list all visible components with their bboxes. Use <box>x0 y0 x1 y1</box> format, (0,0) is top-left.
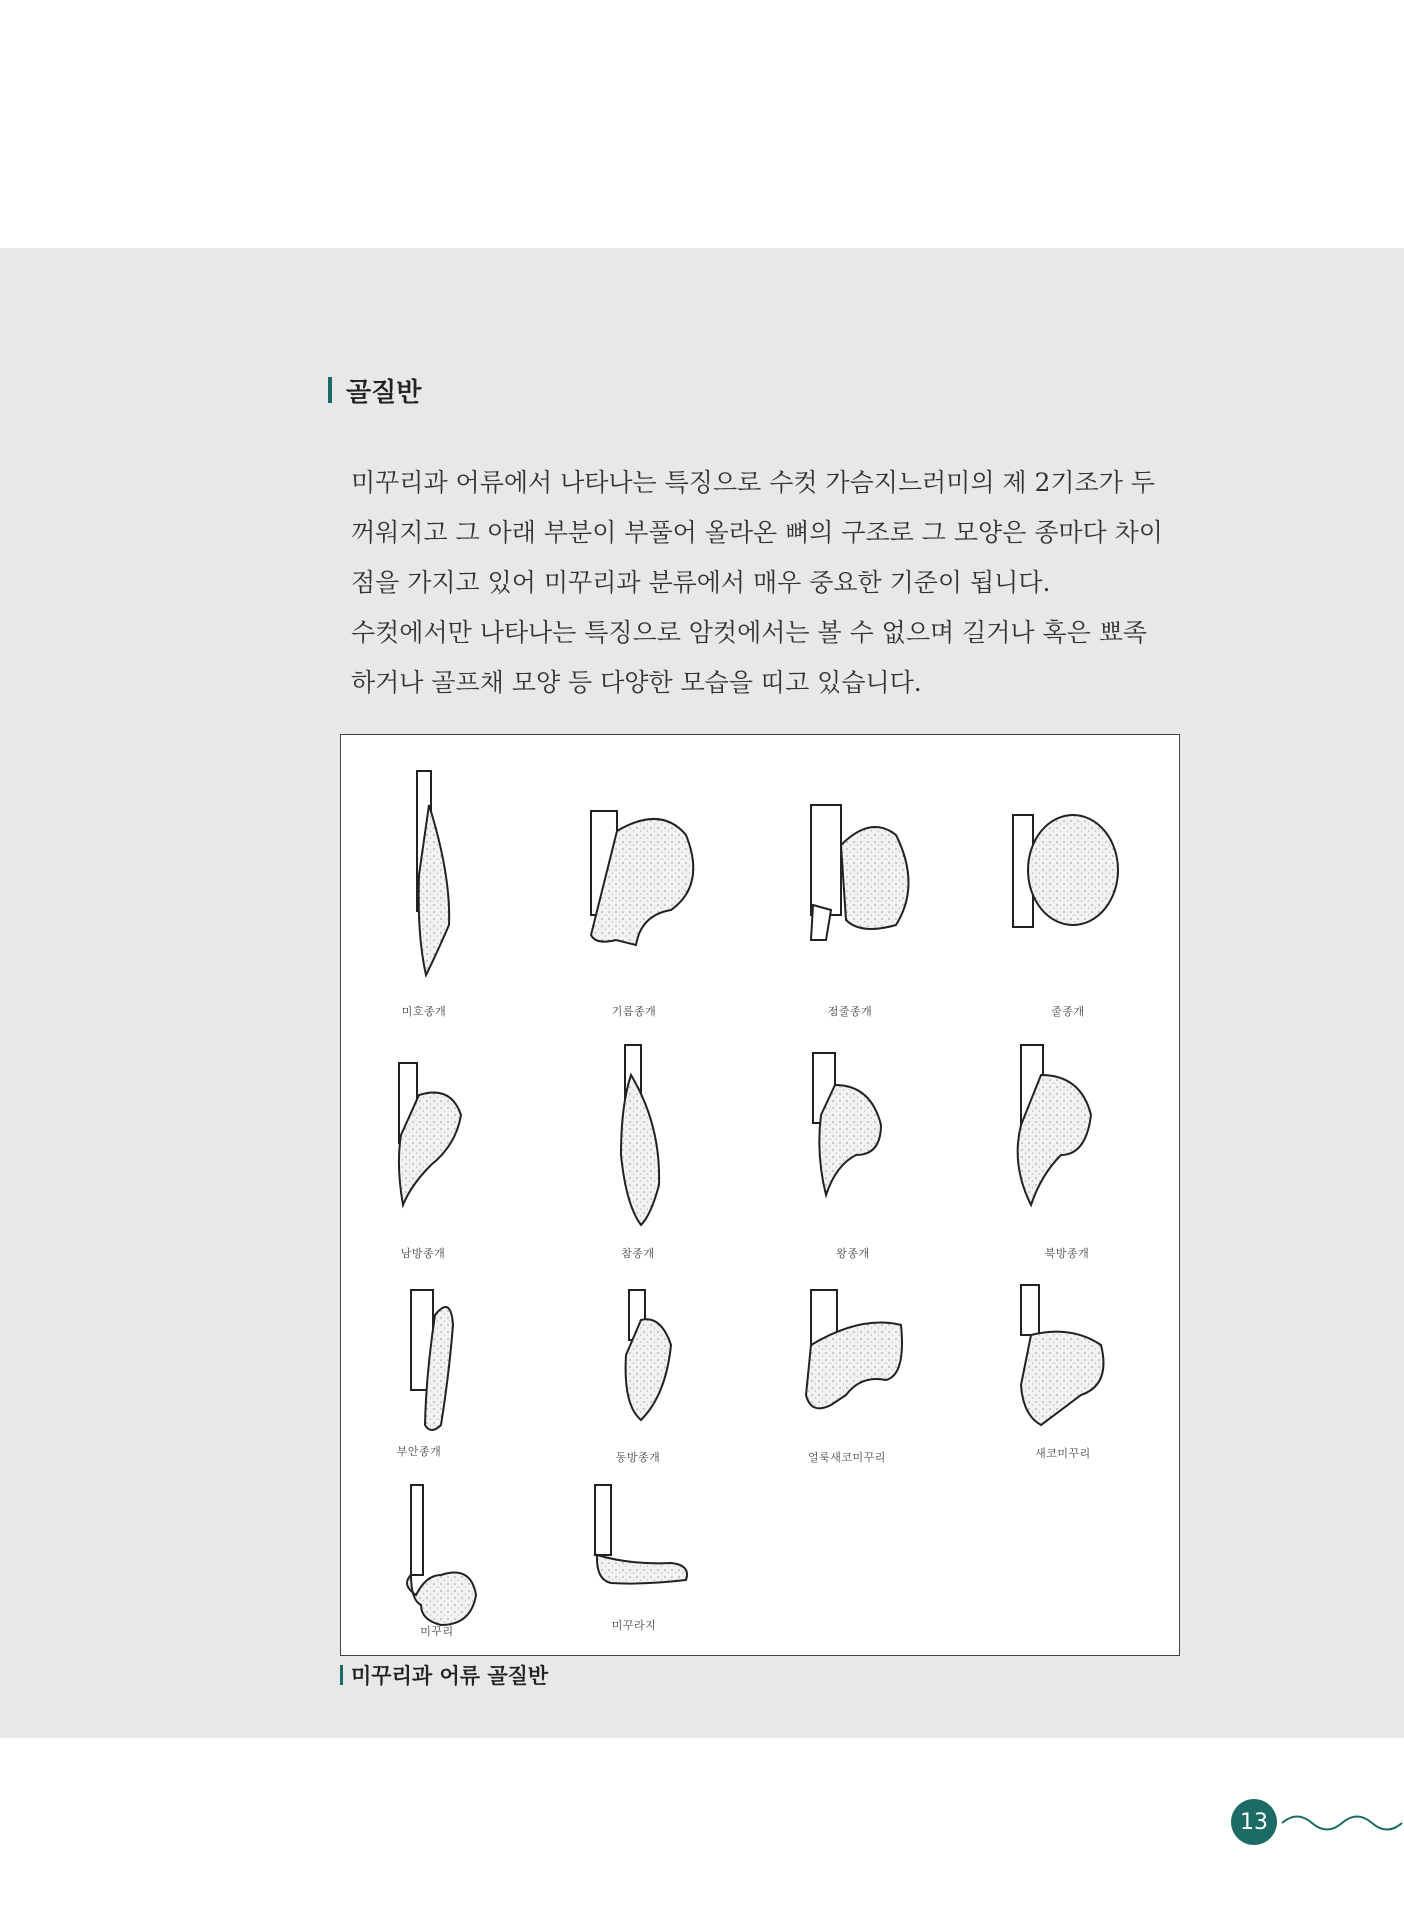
body-line: 하거나 골프채 모양 등 다양한 모습을 띠고 있습니다. <box>351 668 922 697</box>
specimen-drawing-4 <box>1013 815 1118 927</box>
wave-ornament <box>1280 1806 1404 1836</box>
specimen-label: 동방종개 <box>615 1451 661 1464</box>
specimen-drawing-13 <box>407 1485 476 1625</box>
specimen-drawing-8 <box>1018 1045 1091 1205</box>
specimen-label: 미꾸리 <box>420 1625 454 1638</box>
body-line: 미꾸리과 어류에서 나타나는 특징으로 수컷 가슴지느러미의 제 2기조가 두 <box>351 468 1155 497</box>
specimen-drawing-3 <box>811 805 909 940</box>
specimen-drawing-2 <box>591 811 693 945</box>
body-line: 꺼워지고 그 아래 부분이 부풀어 올라온 뼈의 구조로 그 모양은 종마다 차이 <box>351 518 1163 547</box>
figure-caption <box>340 1660 548 1690</box>
specimen-drawing-10 <box>626 1290 671 1420</box>
section-heading <box>328 370 421 410</box>
specimen-label: 점줄종개 <box>827 1005 873 1018</box>
specimen-label: 부안종개 <box>396 1445 442 1458</box>
specimen-drawings <box>341 735 1181 1657</box>
specimen-label: 참종개 <box>621 1247 655 1260</box>
specimen-drawing-12 <box>1021 1285 1104 1425</box>
section-accent-bar <box>328 377 332 403</box>
pelvic-bone-figure <box>340 734 1180 1656</box>
body-line: 점을 가지고 있어 미꾸리과 분류에서 매우 중요한 기준이 됩니다. <box>351 568 1051 597</box>
section-title: 골질반 <box>346 377 422 408</box>
caption-accent-bar <box>340 1665 343 1685</box>
specimen-drawing-14 <box>595 1485 687 1584</box>
specimen-label: 줄종개 <box>1051 1005 1085 1018</box>
page-number-badge: 13 <box>1231 1799 1277 1845</box>
specimen-label: 얼룩새코미꾸리 <box>808 1451 886 1464</box>
specimen-label: 북방종개 <box>1044 1247 1090 1260</box>
body-line: 수컷에서만 나타나는 특징으로 암컷에서는 볼 수 없으며 길거나 혹은 뾰족 <box>351 618 1148 647</box>
body-paragraph <box>351 458 1181 708</box>
specimen-label: 남방종개 <box>400 1247 446 1260</box>
specimen-label: 미꾸라지 <box>611 1619 657 1632</box>
specimen-drawing-11 <box>806 1290 902 1408</box>
specimen-drawing-9 <box>411 1290 453 1430</box>
specimen-drawing-6 <box>621 1045 659 1225</box>
specimen-label: 기름종개 <box>611 1005 657 1018</box>
specimen-label: 왕종개 <box>836 1247 870 1260</box>
specimen-label: 새코미꾸리 <box>1035 1447 1091 1460</box>
specimen-label: 미호종개 <box>401 1005 447 1018</box>
specimen-drawing-5 <box>399 1063 461 1205</box>
specimen-drawing-7 <box>813 1053 881 1195</box>
specimen-drawing-1 <box>417 771 449 975</box>
caption-text: 미꾸리과 어류 골질반 <box>351 1664 549 1688</box>
